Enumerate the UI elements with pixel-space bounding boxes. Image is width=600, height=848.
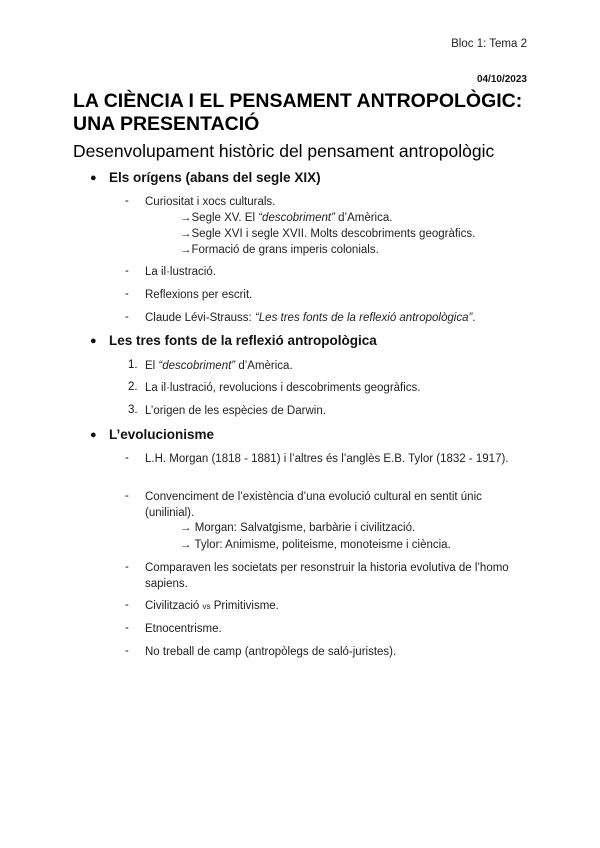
list-item: L’origen de les espècies de Darwin. xyxy=(145,405,326,417)
list-marker: - xyxy=(125,645,129,657)
arrow-icon: → xyxy=(180,539,192,551)
arrow-icon: → xyxy=(180,522,192,534)
list-subitem: →Segle XV. El “descobriment” d’Amèrica. xyxy=(180,212,393,224)
list-item: Curiositat i xocs culturals. xyxy=(145,196,276,208)
list-marker: - xyxy=(125,622,129,634)
bullet-icon: ● xyxy=(90,429,97,441)
list-marker: - xyxy=(125,490,129,502)
list-marker: - xyxy=(125,452,129,464)
bullet-icon: ● xyxy=(90,335,97,347)
list-item: Claude Lévi-Strauss: “Les tres fonts de la reflexió antropològica”. xyxy=(145,312,476,324)
section-heading-origins xyxy=(90,170,321,185)
list-item: La il·lustració. xyxy=(145,266,216,278)
list-subitem: →Segle XVI i segle XVII. Molts descobriments geogràfics. xyxy=(180,228,476,240)
document-date: 04/10/2023 xyxy=(476,74,527,85)
list-marker: - xyxy=(125,561,129,573)
list-marker: - xyxy=(125,599,129,611)
list-marker: - xyxy=(125,265,129,277)
page-title: LA CIÈNCIA I EL PENSAMENT ANTROPOLÒGIC: UNA PRESENTACIÓ xyxy=(73,90,523,135)
list-subitem: →Formació de grans imperis colonials. xyxy=(180,244,379,256)
list-marker: - xyxy=(125,195,129,207)
section-heading-three-sources xyxy=(90,333,377,348)
list-item: Comparaven les societats per resonstruir la historia evolutiva de l’homo sapiens. xyxy=(145,562,509,590)
section-heading-text: Les tres fonts de la reflexió antropològica xyxy=(109,333,377,348)
section-heading-text: L’evolucionisme xyxy=(109,427,215,442)
list-item: Reflexions per escrit. xyxy=(145,289,253,301)
list-item: Civilització vs Primitivisme. xyxy=(145,600,279,612)
list-marker: - xyxy=(125,311,129,323)
list-item: No treball de camp (antropòlegs de saló-juristes). xyxy=(145,646,397,658)
list-item: Etnocentrisme. xyxy=(145,623,222,635)
list-item: La il·lustració, revolucions i descobriments geogràfics. xyxy=(145,382,421,394)
list-item: L.H. Morgan (1818 - 1881) i l’altres és l’anglès E.B. Tylor (1832 - 1917). xyxy=(145,453,509,465)
list-item: Convenciment de l’existència d’una evolució cultural en sentit únic (unilinial). xyxy=(145,491,482,519)
arrow-icon: → xyxy=(180,228,192,240)
page-subtitle: Desenvolupament històric del pensament antropològic xyxy=(73,141,495,161)
list-item: El “descobriment” d’Amèrica. xyxy=(145,360,293,372)
arrow-icon: → xyxy=(180,212,192,224)
list-subitem: → Tylor: Animisme, politeisme, monoteisme i ciència. xyxy=(180,539,451,551)
list-marker: - xyxy=(125,288,129,300)
document-reference: Bloc 1: Tema 2 xyxy=(451,38,527,50)
section-heading-text: Els orígens (abans del segle XIX) xyxy=(109,170,321,185)
list-marker: 3. xyxy=(128,404,138,416)
arrow-icon: → xyxy=(180,244,192,256)
bullet-icon: ● xyxy=(90,172,97,184)
list-subitem: → Morgan: Salvatgisme, barbàrie i civilització. xyxy=(180,522,416,534)
section-heading-evolutionism xyxy=(90,427,214,442)
list-marker: 2. xyxy=(128,381,138,393)
list-marker: 1. xyxy=(128,359,138,371)
